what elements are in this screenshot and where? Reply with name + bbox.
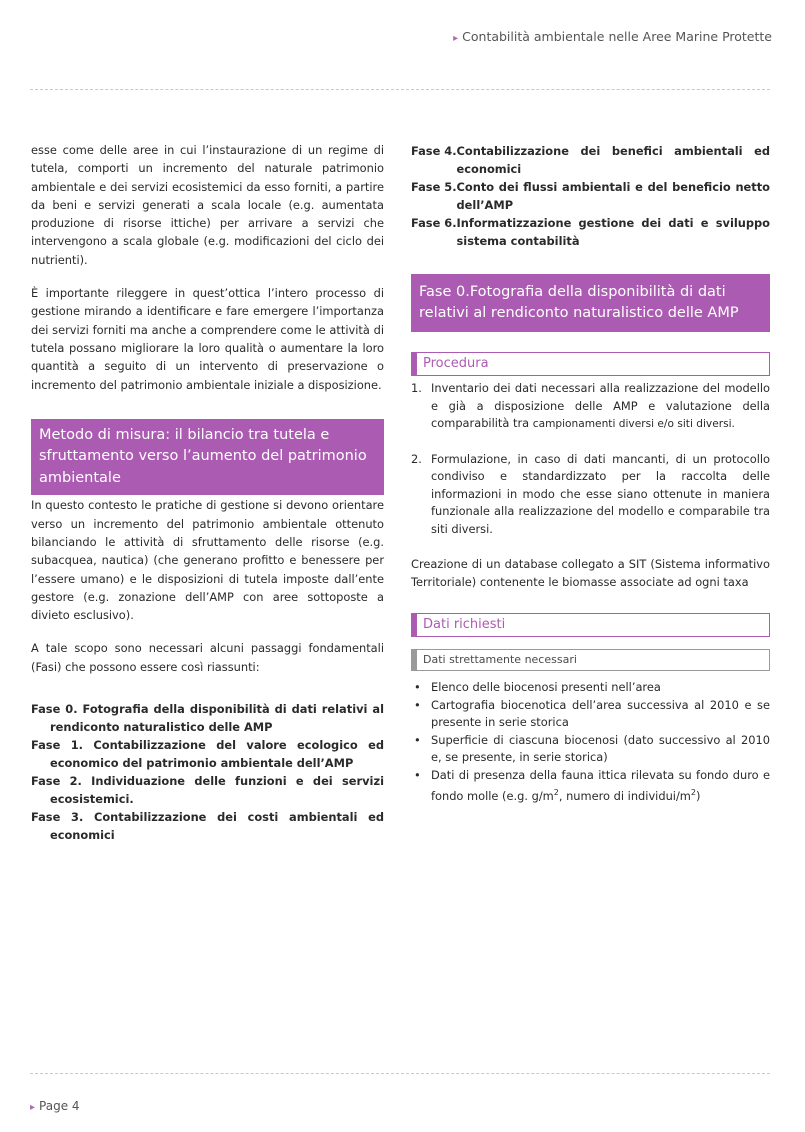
- fase-text: Informatizzazione gestione dei dati e sviluppo sistema contabilità: [456, 216, 770, 248]
- bullet-icon: •: [414, 732, 421, 747]
- running-header: [453, 29, 772, 44]
- procedura-item: [411, 380, 770, 434]
- page-footer: [30, 1099, 80, 1113]
- fase-item: Fase 1. Contabilizzazione del valore ecologico ed economico del patrimonio ambientale dell’AMP: [31, 738, 384, 771]
- bullet-text: Cartografia biocenotica dell’area successiva al 2010 e se presente in serie storica: [431, 697, 770, 729]
- bullet-icon: •: [414, 767, 421, 782]
- procedura-text: [431, 380, 770, 434]
- bullet-item: [411, 697, 770, 732]
- header-divider: [30, 89, 770, 90]
- fase-item: Fase 3. Contabilizzazione dei costi ambientali ed economici: [31, 810, 384, 843]
- fase-item: [411, 214, 770, 250]
- database-paragraph: Creazione di un database collegato a SIT (Sistema informativo Territoriale) contenente le biomasse associate ad ogni taxa: [411, 557, 770, 589]
- procedura-text-small: campionamenti diversi e/o siti diversi.: [532, 418, 735, 430]
- fase-item: [411, 178, 770, 214]
- arrow-icon: ▸: [30, 1102, 36, 1113]
- bullet-text-part: , numero di individui/m: [558, 788, 691, 803]
- bullet-item: [411, 767, 770, 806]
- fase-label: Fase 6.: [411, 216, 457, 230]
- superscript: 2: [690, 788, 696, 797]
- bullet-text: Elenco delle biocenosi presenti nell’area: [431, 680, 661, 694]
- dati-necessari-heading: Dati strettamente necessari: [411, 649, 770, 671]
- section-heading-fase0: Fase 0.Fotografia della disponibilità di dati relativi al rendiconto naturalistico delle AMP: [411, 274, 770, 332]
- left-column: [31, 141, 384, 844]
- fase-text: Conto dei flussi ambientali e del beneficio netto dell’AMP: [456, 180, 770, 212]
- arrow-icon: ▸: [453, 33, 459, 44]
- procedura-list: [411, 380, 770, 538]
- bullet-item: [411, 679, 770, 697]
- bullet-text-part: Dati di presenza della fauna ittica rilevata su fondo duro e fondo molle (e.g. g/m: [431, 767, 770, 803]
- fase-label: Fase 5.: [411, 180, 457, 194]
- procedura-number: 1.: [411, 381, 422, 395]
- fase-item: Fase 2. Individuazione delle funzioni e dei servizi ecosistemici.: [31, 774, 384, 807]
- paragraph-3: In questo contesto le pratiche di gestione si devono orientare verso un incremento del patrimonio ambientale ottenuto bilanciando le attività di sfruttamento delle risorse (e.g. subacquea, nautica) (che generano profitto e benessere per l’essere umano) e le disposizioni di tutela imposte dall’ente gestore (e.g. zonazione dell’AMP con aree sottoposte a divieto esclusivo).: [31, 498, 384, 623]
- bullet-icon: •: [414, 680, 421, 694]
- procedura-text: Formulazione, in caso di dati mancanti, di un protocollo condiviso e standardizzato per la raccolta delle informazioni in modo che esse siano ottenute in maniera funzionale alla realizzazione del modello e comparabile tra siti diversi.: [431, 451, 770, 536]
- bullet-text: [431, 767, 770, 806]
- superscript: 2: [553, 788, 559, 797]
- procedura-item: [411, 451, 770, 539]
- bullet-icon: •: [414, 697, 421, 712]
- fase-item: Fase 0. Fotografia della disponibilità di dati relativi al rendiconto naturalistico delle AMP: [31, 702, 384, 735]
- header-title-text: Contabilità ambientale nelle Aree Marine Protette: [462, 29, 772, 44]
- paragraph-4: A tale scopo sono necessari alcuni passaggi fondamentali (Fasi) che possono essere così riassunti:: [31, 641, 384, 674]
- right-column: [411, 142, 770, 805]
- procedura-text-main: Inventario dei dati necessari alla realizzazione del modello e già a disposizione delle AMP e valutazione della comparabilità tra: [431, 381, 770, 430]
- fase-label: Fase 4.: [411, 144, 457, 158]
- fase-text: Contabilizzazione dei benefici ambientali ed economici: [456, 144, 770, 176]
- bullet-text: Superficie di ciascuna biocenosi (dato successivo al 2010 e, se presente, in serie storica): [431, 732, 770, 764]
- page-number: Page 4: [39, 1099, 80, 1113]
- dati-richiesti-heading: Dati richiesti: [411, 613, 770, 637]
- fasi-list-left: [31, 700, 384, 844]
- dati-bullet-list: [411, 679, 770, 805]
- fasi-list-right: [411, 142, 770, 250]
- paragraph-2: È importante rileggere in quest’ottica l’intero processo di gestione mirando a identificare e fare emergere l’importanza dei servizi forniti ma anche a comprendere come le attività di tutela possano migliorare la loro qualità o aumentare la loro quantità a seguito di un intervento di preservazione o incremento del patrimonio ambientale iniziale a disposizione.: [31, 286, 384, 392]
- bullet-text-part: ): [696, 788, 701, 803]
- procedura-number: 2.: [411, 451, 422, 466]
- bullet-item: [411, 732, 770, 767]
- footer-divider: [30, 1073, 770, 1074]
- fase-item: [411, 142, 770, 178]
- procedura-heading: Procedura: [411, 352, 770, 376]
- paragraph-1: esse come delle aree in cui l’instaurazione di un regime di tutela, comporti un incremento del naturale patrimonio ambientale e dei servizi ecosistemici da esso forniti, a partire da beni e servizi generati a scala locale (e.g. aumentata produzione di risorse ittiche) per arrivare a servizi che intervengono a scala globale (e.g. modificazioni del ciclo dei nutrienti).: [31, 143, 384, 267]
- section-heading-metodo: Metodo di misura: il bilancio tra tutela e sfruttamento verso l’aumento del patrimonio ambientale: [31, 419, 384, 496]
